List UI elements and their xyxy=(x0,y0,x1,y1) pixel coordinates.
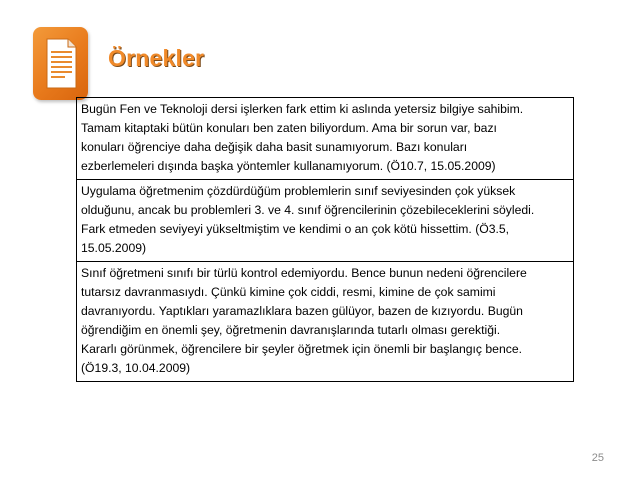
note-line: Bugün Fen ve Teknoloji dersi işlerken fark ettim ki aslında yetersiz bilgiye sahibim. xyxy=(81,102,524,116)
note-line: Tamam kitaptaki bütün konuları ben zaten biliyordum. Ama bir sorun var, bazı xyxy=(81,121,497,135)
note-line: tutarsız davranmasıydı. Çünkü kimine çok ciddi, resmi, kimine de çok samimi xyxy=(81,285,496,299)
note-line: Uygulama öğretmenim çözdürdüğüm problemlerin sınıf seviyesinden çok yüksek xyxy=(81,184,516,198)
note-line: konuları öğrenciye daha değişik daha basit sunamıyorum. Bazı konuları xyxy=(81,140,468,154)
document-icon xyxy=(33,27,88,100)
note-line: öğrendiğim en önemli şey, öğretmenin davranışlarında tutarlı olması gerektiği. xyxy=(81,323,501,337)
note-line: Kararlı görünmek, öğrencilere bir şeyler öğretmek için önemli bir başlangıç bence. xyxy=(81,342,522,356)
note-line: (Ö19.3, 10.04.2009) xyxy=(81,361,191,375)
note-cell xyxy=(77,262,573,381)
note-line: ezberlemeleri dışında başka yöntemler kullanamıyorum. (Ö10.7, 15.05.2009) xyxy=(81,159,496,173)
page-title: Örnekler xyxy=(108,45,205,71)
note-line: davranıyordu. Yaptıkları yaramazlıklara bazen gülüyor, bazen de kızıyordu. Bugün xyxy=(81,304,523,318)
note-line: Sınıf öğretmeni sınıfı bir türlü kontrol edemiyordu. Bence bunun nedeni öğrencilere xyxy=(81,266,527,280)
note-cell xyxy=(77,98,573,180)
page-number: 25 xyxy=(591,452,604,464)
notes-table xyxy=(76,97,574,382)
note-line: olduğunu, ancak bu problemleri 3. ve 4. sınıf öğrencilerinin çözebileceklerini söyledi. xyxy=(81,203,535,217)
note-line: Fark etmeden seviyeyi yükseltmiştim ve kendimi o an çok kötü hissettim. (Ö3.5, xyxy=(81,222,510,236)
note-cell xyxy=(77,180,573,262)
note-line: 15.05.2009) xyxy=(81,241,147,255)
